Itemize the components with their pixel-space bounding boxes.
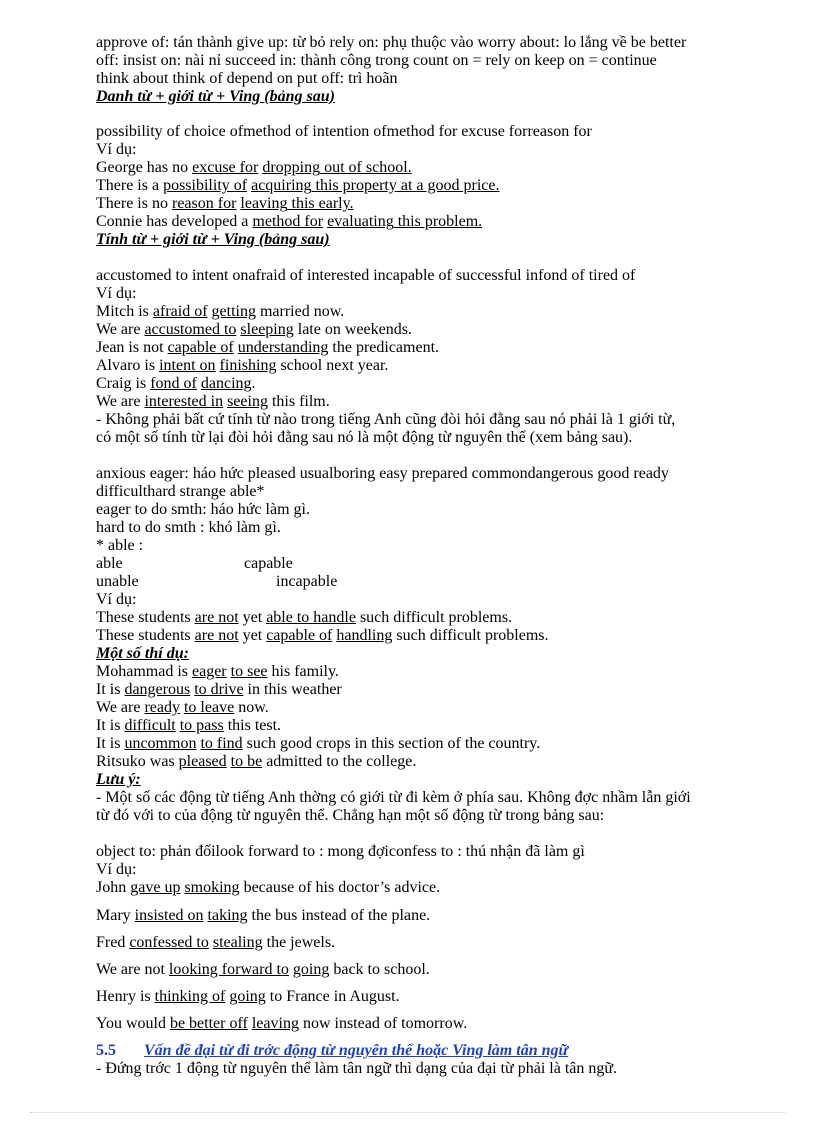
example-sentence	[96, 195, 354, 213]
text-line: object to: phản đốilook forward to : mong đợiconfess to : thú nhận đã làm gì	[96, 843, 585, 860]
note-line: - Một số các động từ tiếng Anh thờng có giới từ đi kèm ở phía sau. Không đợc nhầm lẫn giới	[96, 789, 691, 806]
underlined-phrase: evaluating	[327, 213, 394, 230]
section-heading: Lưu ý:	[96, 771, 141, 788]
section-title: Vấn đề đại từ đi trớc động từ nguyên thể hoặc Ving làm tân ngữ	[144, 1042, 569, 1059]
sentence-fragment: Alvaro is	[96, 357, 160, 374]
underlined-phrase: thinking of	[154, 988, 226, 1005]
underlined-phrase: looking forward to	[168, 961, 289, 978]
example-label: Ví dụ:	[96, 861, 137, 878]
example-sentence	[96, 303, 344, 321]
underlined-phrase: difficult	[124, 717, 176, 734]
sentence-fragment: now.	[234, 699, 269, 716]
table-cell: unable	[96, 573, 139, 590]
underlined-phrase: fond of	[150, 375, 197, 392]
underlined-phrase: dropping	[262, 159, 321, 176]
example-sentence	[96, 907, 430, 925]
sentence-fragment: yet	[238, 609, 267, 626]
sentence-fragment: to France in August.	[265, 988, 400, 1005]
text-line: possibility of choice ofmethod of intention ofmethod for excuse forreason for	[96, 123, 592, 140]
sentence-fragment: back to school.	[329, 961, 430, 978]
underlined-phrase: afraid of	[152, 303, 208, 320]
sentence-fragment: It is	[96, 717, 125, 734]
underlined-phrase: be better off	[169, 1015, 248, 1032]
text-line: accustomed to intent onafraid of interested incapable of successful infond of tired of	[96, 267, 636, 284]
underlined-phrase: stealing	[212, 934, 263, 951]
underlined-phrase: acquiring	[251, 177, 312, 194]
underlined-phrase: method for	[252, 213, 324, 230]
underlined-phrase: this early.	[287, 195, 354, 212]
underlined-phrase: ready	[144, 699, 180, 716]
underlined-phrase: taking	[207, 907, 248, 924]
underlined-phrase: capable of	[167, 339, 234, 356]
example-sentence	[96, 609, 512, 627]
sentence-fragment: this film.	[267, 393, 330, 410]
example-sentence	[96, 1015, 467, 1033]
underlined-phrase: handling	[336, 627, 393, 644]
sentence-fragment: such difficult problems.	[392, 627, 549, 644]
sentence-fragment: Mitch is	[96, 303, 153, 320]
sentence-fragment: because of his doctor’s advice.	[239, 879, 441, 896]
sentence-fragment: We are	[96, 321, 145, 338]
underlined-phrase: are not	[194, 609, 239, 626]
text-line: hard to do smth : khó làm gì.	[96, 519, 281, 536]
example-sentence	[96, 375, 256, 393]
sentence-fragment: You would	[96, 1015, 170, 1032]
underlined-phrase: to see	[230, 663, 268, 680]
underlined-phrase: leaving	[251, 1015, 299, 1032]
underlined-phrase: finishing	[219, 357, 277, 374]
example-label: Ví dụ:	[96, 591, 137, 608]
underlined-phrase: to pass	[179, 717, 224, 734]
sentence-fragment: such difficult problems.	[355, 609, 513, 626]
sentence-fragment: .	[251, 375, 256, 392]
example-sentence	[96, 717, 281, 735]
text-line: approve of: tán thành give up: từ bỏ rely on: phụ thuộc vào worry about: lo lắng về be better	[96, 34, 687, 51]
underlined-phrase: interested in	[144, 393, 224, 410]
underlined-phrase: getting	[211, 303, 256, 320]
sentence-fragment: married now.	[255, 303, 345, 320]
example-sentence	[96, 339, 439, 357]
note-line: - Không phải bất cứ tính từ nào trong tiếng Anh cũng đòi hỏi đằng sau nó phải là 1 giới từ,	[96, 411, 676, 428]
sentence-fragment: late on weekends.	[293, 321, 412, 338]
underlined-phrase: to find	[200, 735, 243, 752]
underlined-phrase: to drive	[194, 681, 244, 698]
example-sentence	[96, 879, 440, 897]
text-line: eager to do smth: háo hức làm gì.	[96, 501, 310, 518]
sentence-fragment: school next year.	[276, 357, 389, 374]
sentence-fragment: now instead of tomorrow.	[298, 1015, 468, 1032]
text-line: think about think of depend on put off: trì hoãn	[96, 70, 398, 87]
example-sentence	[96, 627, 549, 645]
underlined-phrase: pleased	[178, 753, 227, 770]
example-label: Ví dụ:	[96, 141, 137, 158]
text-line: * able :	[96, 537, 144, 554]
example-sentence	[96, 321, 412, 339]
section-heading: Tính từ + giới từ + Ving (bảng sau)	[96, 231, 330, 248]
table-cell: able	[96, 555, 123, 572]
text-line: off: insist on: nài nỉ succeed in: thành công trong count on = rely on keep on = continue	[96, 52, 657, 69]
underlined-phrase: insisted on	[134, 907, 204, 924]
underlined-phrase: reason for	[171, 195, 237, 212]
sentence-fragment: Mary	[96, 907, 135, 924]
example-sentence	[96, 159, 412, 177]
section-5-5-heading	[96, 1042, 568, 1060]
example-sentence	[96, 753, 416, 771]
underlined-phrase: accustomed to	[144, 321, 237, 338]
sentence-fragment: the predicament.	[328, 339, 440, 356]
note-line: có một số tính từ lại đòi hỏi đằng sau nó là một động từ nguyên thể (xem bảng sau).	[96, 429, 633, 446]
sentence-fragment: George has no	[96, 159, 193, 176]
text-line: - Đứng trớc 1 động từ nguyên thể làm tân ngữ thì dạng của đại từ phải là tân ngữ.	[96, 1060, 618, 1077]
underlined-phrase: seeing	[227, 393, 268, 410]
underlined-phrase: understanding	[237, 339, 329, 356]
sentence-fragment: Jean is not	[96, 339, 168, 356]
sentence-fragment: These students	[96, 627, 195, 644]
sentence-fragment: There is no	[96, 195, 172, 212]
underlined-phrase: sleeping	[240, 321, 294, 338]
example-sentence	[96, 663, 339, 681]
sentence-fragment: Fred	[96, 934, 130, 951]
example-sentence	[96, 357, 388, 375]
sentence-fragment: Connie has developed a	[96, 213, 253, 230]
underlined-phrase: intent on	[159, 357, 216, 374]
underlined-phrase: going	[292, 961, 330, 978]
example-sentence	[96, 735, 540, 753]
example-label: Ví dụ:	[96, 285, 137, 302]
underlined-phrase: out of school.	[320, 159, 412, 176]
underlined-phrase: dangerous	[124, 681, 191, 698]
sentence-fragment: yet	[238, 627, 267, 644]
sentence-fragment: this test.	[223, 717, 282, 734]
sentence-fragment: Mohammad is	[96, 663, 192, 680]
example-sentence	[96, 177, 499, 195]
table-cell: capable	[244, 555, 293, 572]
underlined-phrase: confessed to	[129, 934, 209, 951]
sentence-fragment: We are	[96, 699, 145, 716]
sentence-fragment: We are	[96, 393, 145, 410]
table-cell: incapable	[276, 573, 338, 590]
underlined-phrase: capable of	[266, 627, 333, 644]
underlined-phrase: dancing	[200, 375, 252, 392]
example-sentence	[96, 934, 335, 952]
underlined-phrase: are not	[194, 627, 239, 644]
underlined-phrase: this problem.	[393, 213, 483, 230]
sentence-fragment: These students	[96, 609, 195, 626]
underlined-phrase: eager	[192, 663, 227, 680]
underlined-phrase: this property at a good price.	[311, 177, 500, 194]
section-number: 5.5	[96, 1042, 116, 1059]
sentence-fragment: Craig is	[96, 375, 151, 392]
sentence-fragment: his family.	[267, 663, 339, 680]
text-line: anxious eager: háo hức pleased usualboring easy prepared commondangerous good ready	[96, 465, 669, 482]
sentence-fragment: the jewels.	[262, 934, 336, 951]
underlined-phrase: to leave	[183, 699, 235, 716]
sentence-fragment: It is	[96, 681, 125, 698]
underlined-phrase: going	[229, 988, 266, 1005]
page-bottom-divider	[30, 1112, 786, 1113]
sentence-fragment: Henry is	[96, 988, 155, 1005]
sentence-fragment: It is	[96, 735, 125, 752]
section-heading: Danh từ + giới từ + Ving (bảng sau)	[96, 88, 335, 105]
example-sentence	[96, 961, 430, 979]
text-line: difficulthard strange able*	[96, 483, 265, 500]
section-heading: Một số thí dụ:	[96, 645, 189, 662]
underlined-phrase: able to handle	[266, 609, 356, 626]
example-sentence	[96, 699, 269, 717]
example-sentence	[96, 213, 482, 231]
underlined-phrase: to be	[230, 753, 263, 770]
sentence-fragment: John	[96, 879, 131, 896]
underlined-phrase: leaving	[240, 195, 288, 212]
sentence-fragment: such good crops in this section of the country.	[242, 735, 541, 752]
underlined-phrase: smoking	[184, 879, 240, 896]
sentence-fragment: in this weather	[243, 681, 342, 698]
sentence-fragment: the bus instead of the plane.	[247, 907, 431, 924]
sentence-fragment: We are not	[96, 961, 169, 978]
example-sentence	[96, 393, 330, 411]
example-sentence	[96, 988, 400, 1006]
underlined-phrase: possibility of	[163, 177, 248, 194]
underlined-phrase: uncommon	[124, 735, 197, 752]
note-line: từ đó với to của động từ nguyên thể. Chẳng hạn một số động từ trong bảng sau:	[96, 807, 605, 824]
sentence-fragment: Ritsuko was	[96, 753, 179, 770]
sentence-fragment: admitted to the college.	[262, 753, 417, 770]
example-sentence	[96, 681, 342, 699]
underlined-phrase: excuse for	[192, 159, 259, 176]
sentence-fragment: There is a	[96, 177, 164, 194]
underlined-phrase: gave up	[130, 879, 181, 896]
